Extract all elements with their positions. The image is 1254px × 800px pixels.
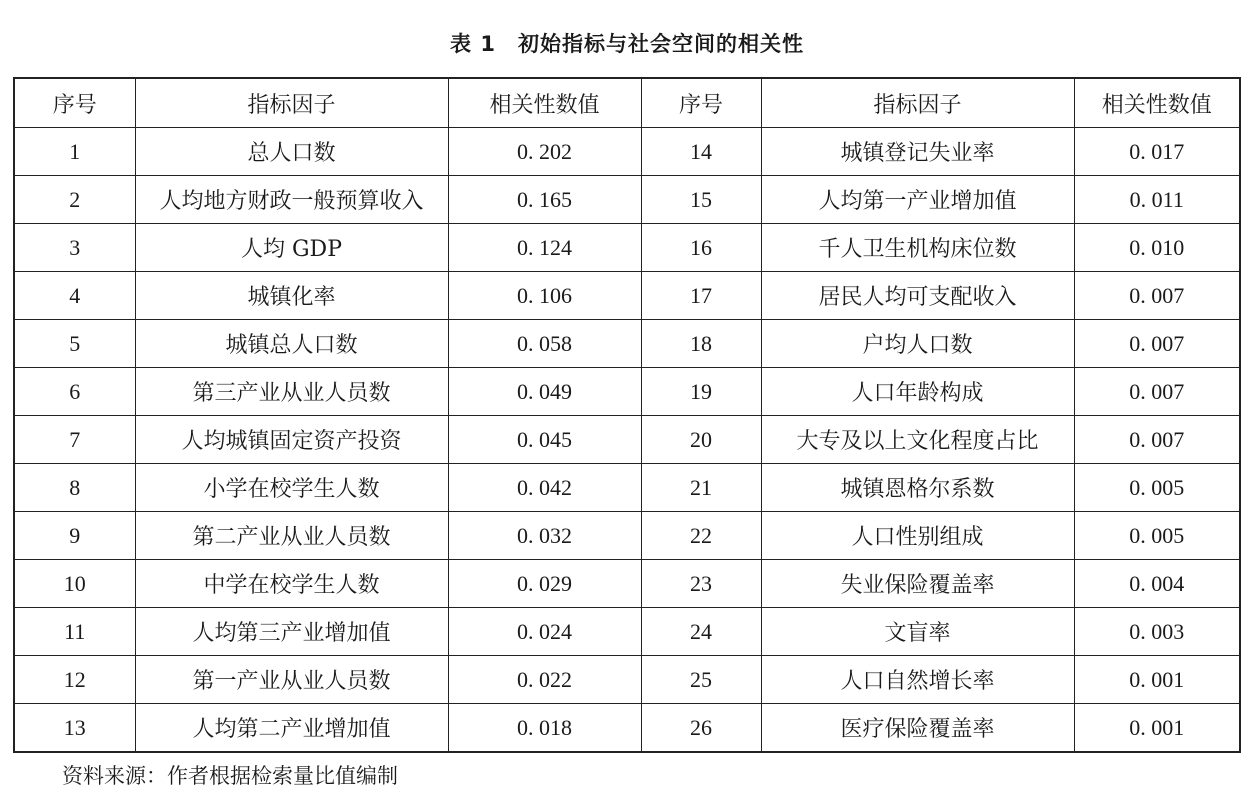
table-row: [14, 176, 1240, 224]
cell-correlation: 0. 032: [448, 512, 641, 560]
cell-correlation: 0. 165: [448, 176, 641, 224]
cell-indicator: 第一产业从业人员数: [135, 656, 448, 704]
cell-correlation: 0. 024: [448, 608, 641, 656]
cell-correlation: 0. 049: [448, 368, 641, 416]
cell-correlation: 0. 007: [1074, 416, 1240, 464]
cell-indicator: 人均第一产业增加值: [761, 176, 1074, 224]
header-index-right: 序号: [641, 78, 761, 128]
cell-correlation: 0. 045: [448, 416, 641, 464]
cell-indicator: 人口性别组成: [761, 512, 1074, 560]
cell-indicator: 人均第三产业增加值: [135, 608, 448, 656]
cell-correlation: 0. 001: [1074, 704, 1240, 753]
header-index-left: 序号: [14, 78, 135, 128]
cell-correlation: 0. 005: [1074, 464, 1240, 512]
table-row: [14, 320, 1240, 368]
table-row: [14, 704, 1240, 753]
cell-indicator: 人均城镇固定资产投资: [135, 416, 448, 464]
cell-index: 20: [641, 416, 761, 464]
table-row: [14, 464, 1240, 512]
cell-indicator: 大专及以上文化程度占比: [761, 416, 1074, 464]
cell-correlation: 0. 058: [448, 320, 641, 368]
cell-correlation: 0. 017: [1074, 128, 1240, 176]
cell-correlation: 0. 022: [448, 656, 641, 704]
table-row: [14, 416, 1240, 464]
cell-correlation: 0. 010: [1074, 224, 1240, 272]
cell-index: 17: [641, 272, 761, 320]
cell-indicator: 人均 GDP: [135, 224, 448, 272]
table-row: [14, 368, 1240, 416]
table-row: [14, 608, 1240, 656]
cell-index: 18: [641, 320, 761, 368]
table-body: [14, 128, 1240, 753]
cell-correlation: 0. 007: [1074, 320, 1240, 368]
cell-index: 22: [641, 512, 761, 560]
cell-indicator: 千人卫生机构床位数: [761, 224, 1074, 272]
cell-indicator: 医疗保险覆盖率: [761, 704, 1074, 753]
cell-correlation: 0. 007: [1074, 368, 1240, 416]
cell-indicator: 第三产业从业人员数: [135, 368, 448, 416]
cell-index: 11: [14, 608, 135, 656]
table-row: [14, 512, 1240, 560]
cell-correlation: 0. 001: [1074, 656, 1240, 704]
table-row: [14, 128, 1240, 176]
cell-indicator: 户均人口数: [761, 320, 1074, 368]
cell-index: 7: [14, 416, 135, 464]
cell-correlation: 0. 011: [1074, 176, 1240, 224]
cell-index: 6: [14, 368, 135, 416]
cell-correlation: 0. 042: [448, 464, 641, 512]
cell-indicator: 人口年龄构成: [761, 368, 1074, 416]
cell-indicator: 失业保险覆盖率: [761, 560, 1074, 608]
table-number: 表 1: [450, 32, 496, 56]
cell-indicator: 人均第二产业增加值: [135, 704, 448, 753]
cell-index: 24: [641, 608, 761, 656]
header-indicator-right: 指标因子: [761, 78, 1074, 128]
cell-correlation: 0. 018: [448, 704, 641, 753]
header-correlation-right: 相关性数值: [1074, 78, 1240, 128]
cell-index: 5: [14, 320, 135, 368]
cell-index: 10: [14, 560, 135, 608]
table-row: [14, 560, 1240, 608]
cell-index: 26: [641, 704, 761, 753]
cell-indicator: 总人口数: [135, 128, 448, 176]
cell-correlation: 0. 003: [1074, 608, 1240, 656]
cell-correlation: 0. 029: [448, 560, 641, 608]
cell-index: 2: [14, 176, 135, 224]
source-note: 资料来源：作者根据检索量比值编制: [62, 764, 398, 788]
cell-correlation: 0. 202: [448, 128, 641, 176]
table-row: [14, 224, 1240, 272]
cell-index: 15: [641, 176, 761, 224]
cell-index: 16: [641, 224, 761, 272]
cell-indicator: 人均地方财政一般预算收入: [135, 176, 448, 224]
cell-index: 14: [641, 128, 761, 176]
cell-indicator: 城镇登记失业率: [761, 128, 1074, 176]
cell-correlation: 0. 106: [448, 272, 641, 320]
cell-index: 21: [641, 464, 761, 512]
cell-indicator: 文盲率: [761, 608, 1074, 656]
cell-index: 4: [14, 272, 135, 320]
cell-indicator: 小学在校学生人数: [135, 464, 448, 512]
table-title: 初始指标与社会空间的相关性: [517, 32, 804, 56]
cell-index: 9: [14, 512, 135, 560]
cell-indicator: 第二产业从业人员数: [135, 512, 448, 560]
cell-indicator: 城镇化率: [135, 272, 448, 320]
cell-index: 19: [641, 368, 761, 416]
cell-indicator: 城镇总人口数: [135, 320, 448, 368]
cell-index: 23: [641, 560, 761, 608]
correlation-table: [13, 77, 1241, 753]
cell-correlation: 0. 124: [448, 224, 641, 272]
header-correlation-left: 相关性数值: [448, 78, 641, 128]
cell-index: 25: [641, 656, 761, 704]
cell-correlation: 0. 005: [1074, 512, 1240, 560]
cell-correlation: 0. 004: [1074, 560, 1240, 608]
table-row: [14, 656, 1240, 704]
cell-index: 8: [14, 464, 135, 512]
cell-index: 13: [14, 704, 135, 753]
cell-index: 3: [14, 224, 135, 272]
cell-index: 12: [14, 656, 135, 704]
cell-index: 1: [14, 128, 135, 176]
cell-indicator: 中学在校学生人数: [135, 560, 448, 608]
table-header-row: [14, 78, 1240, 128]
cell-indicator: 居民人均可支配收入: [761, 272, 1074, 320]
table-row: [14, 272, 1240, 320]
cell-correlation: 0. 007: [1074, 272, 1240, 320]
header-indicator-left: 指标因子: [135, 78, 448, 128]
table-caption: [0, 28, 1254, 58]
cell-indicator: 人口自然增长率: [761, 656, 1074, 704]
cell-indicator: 城镇恩格尔系数: [761, 464, 1074, 512]
